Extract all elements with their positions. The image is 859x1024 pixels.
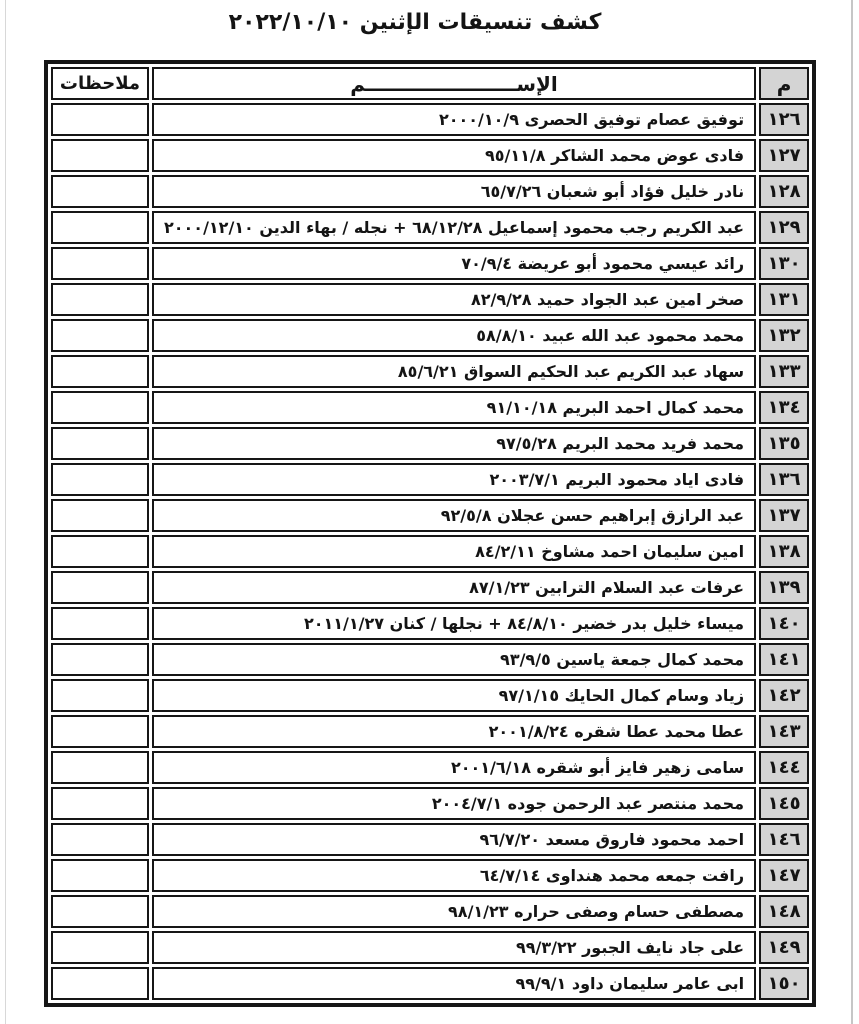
notes-cell <box>51 427 149 460</box>
name-cell: ابى عامر سليمان داود ٩٩/٩/١ <box>152 967 756 1000</box>
row-number-cell: ١٣٢ <box>759 319 809 352</box>
notes-cell <box>51 823 149 856</box>
table-row <box>51 967 809 1000</box>
table-row <box>51 355 809 388</box>
name-cell: نادر خليل فؤاد أبو شعبان ٦٥/٧/٢٦ <box>152 175 756 208</box>
name-cell: محمد كمال احمد البريم ٩١/١٠/١٨ <box>152 391 756 424</box>
name-cell: ميساء خليل بدر خضير ٨٤/٨/١٠ + نجلها / كنان ٢٠١١/١/٢٧ <box>152 607 756 640</box>
name-cell: سهاد عبد الكريم عبد الحكيم السواق ٨٥/٦/٢١ <box>152 355 756 388</box>
notes-cell <box>51 967 149 1000</box>
notes-cell <box>51 211 149 244</box>
row-number-cell: ١٤١ <box>759 643 809 676</box>
row-number-cell: ١٣٥ <box>759 427 809 460</box>
name-cell: محمد منتصر عبد الرحمن جوده ٢٠٠٤/٧/١ <box>152 787 756 820</box>
notes-cell <box>51 535 149 568</box>
name-cell: عرفات عبد السلام الترابين ٨٧/١/٢٣ <box>152 571 756 604</box>
name-cell: احمد محمود فاروق مسعد ٩٦/٧/٢٠ <box>152 823 756 856</box>
table-row <box>51 787 809 820</box>
name-cell: محمد كمال جمعة ياسين ٩٣/٩/٥ <box>152 643 756 676</box>
name-cell: امين سليمان احمد مشاوخ ٨٤/٢/١١ <box>152 535 756 568</box>
notes-cell <box>51 643 149 676</box>
column-header-number: م <box>759 67 809 100</box>
row-number-cell: ١٣٨ <box>759 535 809 568</box>
name-cell: محمد محمود عبد الله عبيد ٥٨/٨/١٠ <box>152 319 756 352</box>
name-cell: توفيق عصام توفيق الحصرى ٢٠٠٠/١٠/٩ <box>152 103 756 136</box>
table-row <box>51 859 809 892</box>
coordination-table <box>44 60 816 1007</box>
name-cell: عبد الرازق إبراهيم حسن عجلان ٩٢/٥/٨ <box>152 499 756 532</box>
table-row <box>51 679 809 712</box>
notes-cell <box>51 751 149 784</box>
name-cell: سامى زهير فايز أبو شقره ٢٠٠١/٦/١٨ <box>152 751 756 784</box>
table-row <box>51 139 809 172</box>
table-row <box>51 319 809 352</box>
name-cell: زياد وسام كمال الحايك ٩٧/١/١٥ <box>152 679 756 712</box>
notes-cell <box>51 247 149 280</box>
row-number-cell: ١٢٩ <box>759 211 809 244</box>
notes-cell <box>51 139 149 172</box>
notes-cell <box>51 787 149 820</box>
row-number-cell: ١٤٣ <box>759 715 809 748</box>
row-number-cell: ١٤٦ <box>759 823 809 856</box>
name-cell: عبد الكريم رجب محمود إسماعيل ٦٨/١٢/٢٨ + نجله / بهاء الدين ٢٠٠٠/١٢/١٠ <box>152 211 756 244</box>
row-number-cell: ١٤٢ <box>759 679 809 712</box>
notes-cell <box>51 391 149 424</box>
name-cell: صخر امين عبد الجواد حميد ٨٢/٩/٢٨ <box>152 283 756 316</box>
table-row <box>51 175 809 208</box>
name-cell: رائد عيسي محمود أبو عريضة ٧٠/٩/٤ <box>152 247 756 280</box>
row-number-cell: ١٣٤ <box>759 391 809 424</box>
row-number-cell: ١٢٦ <box>759 103 809 136</box>
table-row <box>51 571 809 604</box>
page-title: كشف تنسيقات الإثنين ٢٠٢٢/١٠/١٠ <box>228 10 602 35</box>
row-number-cell: ١٢٧ <box>759 139 809 172</box>
table-row <box>51 751 809 784</box>
name-cell: رافت جمعه محمد هنداوى ٦٤/٧/١٤ <box>152 859 756 892</box>
row-number-cell: ١٤٩ <box>759 931 809 964</box>
row-number-cell: ١٤٧ <box>759 859 809 892</box>
notes-cell <box>51 679 149 712</box>
table-row <box>51 607 809 640</box>
table-row <box>51 103 809 136</box>
row-number-cell: ١٤٥ <box>759 787 809 820</box>
row-number-cell: ١٣٧ <box>759 499 809 532</box>
row-number-cell: ١٤٤ <box>759 751 809 784</box>
row-number-cell: ١٢٨ <box>759 175 809 208</box>
name-cell: فادى اياد محمود البريم ٢٠٠٣/٧/١ <box>152 463 756 496</box>
name-cell: على جاد نايف الجبور ٩٩/٣/٢٢ <box>152 931 756 964</box>
table-row <box>51 391 809 424</box>
table-row <box>51 499 809 532</box>
notes-cell <box>51 319 149 352</box>
row-number-cell: ١٣٦ <box>759 463 809 496</box>
name-cell: محمد فريد محمد البريم ٩٧/٥/٢٨ <box>152 427 756 460</box>
table-row <box>51 535 809 568</box>
notes-cell <box>51 931 149 964</box>
column-header-notes: ملاحظات <box>51 67 149 100</box>
name-cell: مصطفى حسام وصفى حراره ٩٨/١/٢٣ <box>152 895 756 928</box>
notes-cell <box>51 463 149 496</box>
row-number-cell: ١٣٣ <box>759 355 809 388</box>
name-cell: عطا محمد عطا شقره ٢٠٠١/٨/٢٤ <box>152 715 756 748</box>
notes-cell <box>51 895 149 928</box>
photo-edge-left <box>5 0 6 1024</box>
row-number-cell: ١٥٠ <box>759 967 809 1000</box>
photo-edge-right <box>851 0 853 1024</box>
table-row <box>51 643 809 676</box>
row-number-cell: ١٤٨ <box>759 895 809 928</box>
table-row <box>51 247 809 280</box>
table-row <box>51 931 809 964</box>
table-row <box>51 211 809 244</box>
name-cell: فادى عوض محمد الشاكر ٩٥/١١/٨ <box>152 139 756 172</box>
notes-cell <box>51 355 149 388</box>
column-header-name: الإســــــــــــــــــــــم <box>152 67 756 100</box>
header-row <box>51 67 809 100</box>
row-number-cell: ١٤٠ <box>759 607 809 640</box>
notes-cell <box>51 715 149 748</box>
notes-cell <box>51 499 149 532</box>
table-row <box>51 463 809 496</box>
row-number-cell: ١٣١ <box>759 283 809 316</box>
table-row <box>51 895 809 928</box>
notes-cell <box>51 103 149 136</box>
notes-cell <box>51 283 149 316</box>
table-row <box>51 715 809 748</box>
notes-cell <box>51 571 149 604</box>
notes-cell <box>51 859 149 892</box>
table-row <box>51 283 809 316</box>
table-row <box>51 823 809 856</box>
table-row <box>51 427 809 460</box>
row-number-cell: ١٣٩ <box>759 571 809 604</box>
row-number-cell: ١٣٠ <box>759 247 809 280</box>
notes-cell <box>51 175 149 208</box>
notes-cell <box>51 607 149 640</box>
